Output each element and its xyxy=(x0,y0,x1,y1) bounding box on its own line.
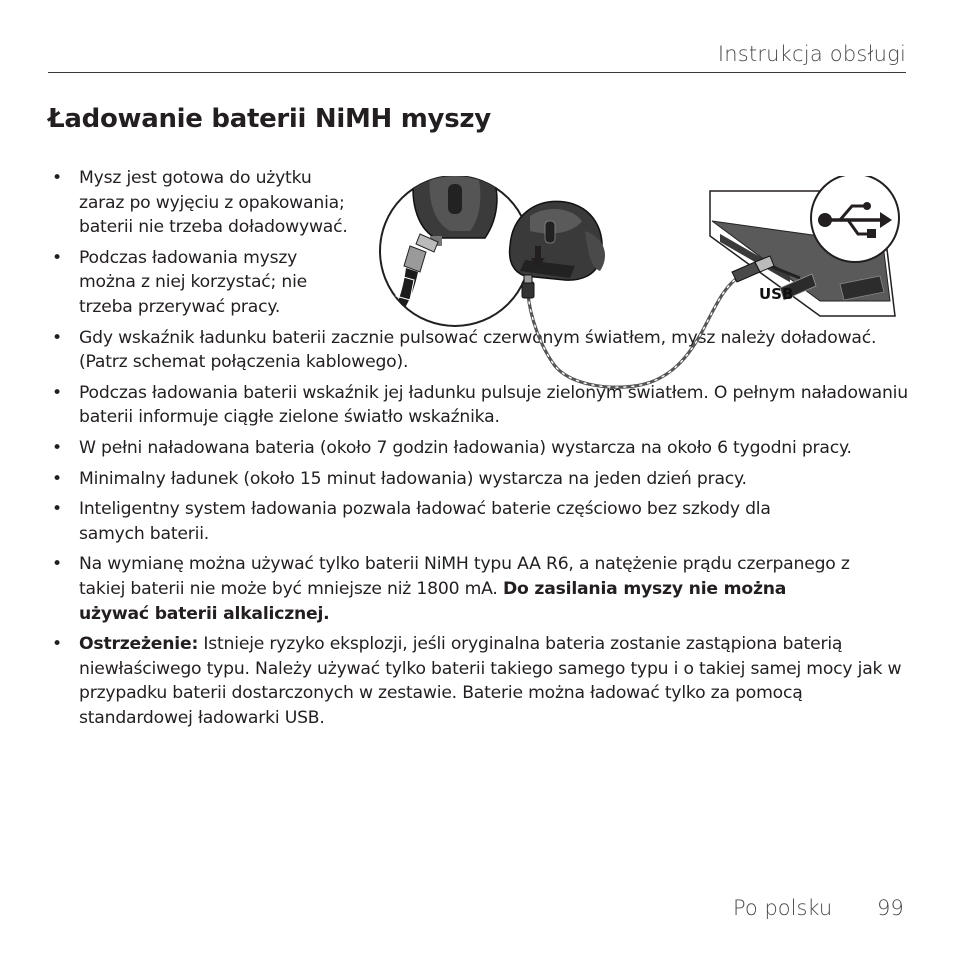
mouse-closeup xyxy=(380,176,530,326)
list-item: • Minimalny ładunek (około 15 minut ładowania) wystarcza na jeden dzień pracy. xyxy=(52,467,912,492)
micro-usb-plug xyxy=(522,275,534,298)
cable-connection-diagram xyxy=(360,176,900,398)
list-item: • Ostrzeżenie: Istnieje ryzyko eksplozji, jeśli oryginalna bateria zostanie zastąpiona baterią niewłaściwego typu. Należy używać tylko baterii takiego samego typu i o takiej samej mocy jak w przypadku baterii dostarczonych w zestawie. Baterie można ładować tylko za pomocą standardowej ładowarki USB. xyxy=(52,632,912,730)
usb-symbol-callout xyxy=(811,176,899,262)
list-item: • Podczas ładowania baterii wskaźnik jej ładunku pulsuje zielonym światłem. O pełnym naładowaniu baterii informuje ciągłe zielone światło wskaźnika. xyxy=(52,381,912,430)
list-item: • W pełni naładowana bateria (około 7 godzin ładowania) wystarcza na około 6 tygodni pracy. xyxy=(52,436,912,461)
alkaline-warning: Do zasilania myszy nie można używać baterii alkalicznej. xyxy=(79,578,787,624)
usb-cable xyxy=(528,276,740,387)
usb-label: USB xyxy=(759,285,794,303)
page-number: 99 xyxy=(877,896,904,920)
footer-language: Po polsku xyxy=(733,896,833,920)
mouse-image xyxy=(510,201,605,280)
list-item: • Na wymianę można używać tylko baterii NiMH typu AA R6, a natężenie prądu czerpanego z takiej baterii nie może być mniejsze niż 1800 mA. Do zasilania myszy nie można używać baterii alkalicznej. xyxy=(52,552,859,626)
list-item: • Inteligentny system ładowania pozwala ładować baterie częściowo bez szkody dla samych baterii. xyxy=(52,497,839,546)
list-item: • Podczas ładowania myszy można z niej korzystać; nie trzeba przerywać pracy. xyxy=(52,246,349,320)
header-divider xyxy=(48,72,906,73)
warning-label: Ostrzeżenie: xyxy=(79,634,199,655)
list-item-text: • Gdy wskaźnik ładunku baterii zacznie pulsować czerwonym światłem, mysz należy doładować. (Patrz schemat połączenia kablowego). xyxy=(79,327,877,373)
page-title: Ładowanie baterii NiMH myszy xyxy=(48,104,491,134)
list-item: • Mysz jest gotowa do użytku zaraz po wyjęciu z opakowania; baterii nie trzeba doładowywać. xyxy=(52,166,349,240)
running-header: Instrukcja obsługi xyxy=(717,42,906,66)
